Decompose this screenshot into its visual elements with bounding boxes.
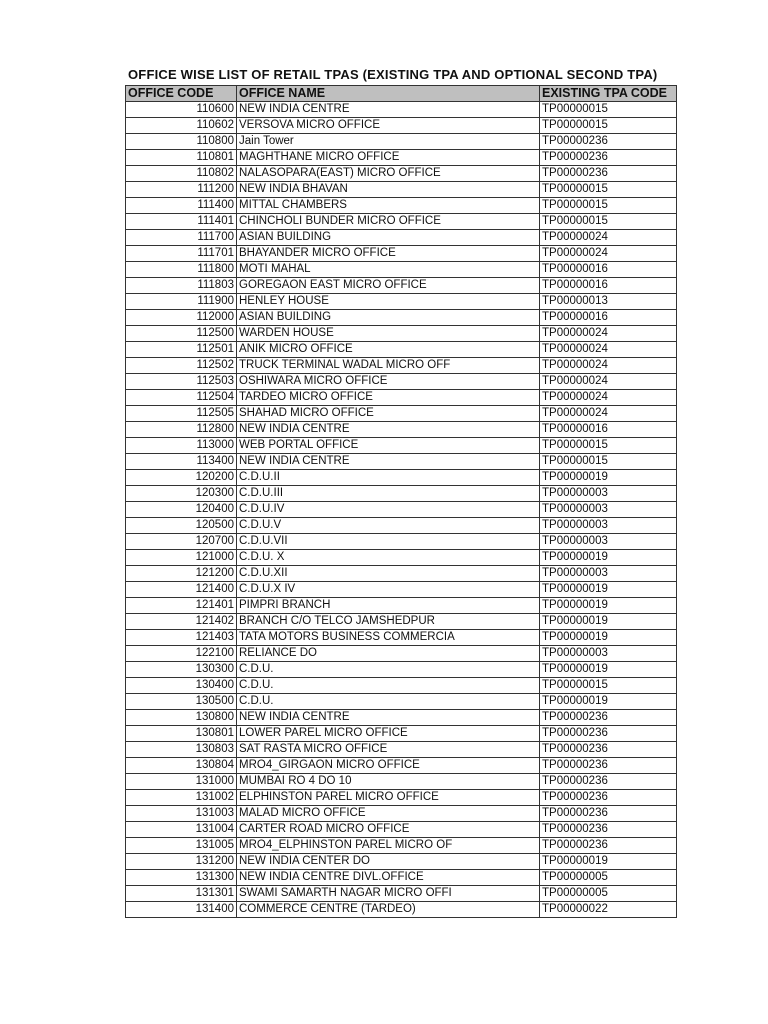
office-code-cell: 121000 xyxy=(126,550,237,566)
table-row xyxy=(126,182,677,198)
office-name-cell: NEW INDIA CENTRE xyxy=(237,454,540,470)
office-code-cell: 112000 xyxy=(126,310,237,326)
office-name-cell: C.D.U.III xyxy=(237,486,540,502)
office-name-cell: GOREGAON EAST MICRO OFFICE xyxy=(237,278,540,294)
tpa-code-cell: TP00000236 xyxy=(540,822,677,838)
table-row xyxy=(126,438,677,454)
table-row xyxy=(126,870,677,886)
table-row xyxy=(126,550,677,566)
office-name-cell: C.D.U.IV xyxy=(237,502,540,518)
office-name-cell: C.D.U.II xyxy=(237,470,540,486)
office-code-cell: 131002 xyxy=(126,790,237,806)
tpa-code-cell: TP00000236 xyxy=(540,806,677,822)
table-row xyxy=(126,214,677,230)
table-row xyxy=(126,726,677,742)
table-row xyxy=(126,566,677,582)
office-code-cell: 112504 xyxy=(126,390,237,406)
tpa-code-cell: TP00000003 xyxy=(540,518,677,534)
tpa-code-cell: TP00000015 xyxy=(540,198,677,214)
tpa-code-cell: TP00000024 xyxy=(540,342,677,358)
tpa-code-cell: TP00000022 xyxy=(540,902,677,918)
tpa-code-cell: TP00000015 xyxy=(540,438,677,454)
table-row xyxy=(126,486,677,502)
table-row xyxy=(126,822,677,838)
table-row xyxy=(126,678,677,694)
tpa-code-cell: TP00000236 xyxy=(540,134,677,150)
office-code-cell: 110602 xyxy=(126,118,237,134)
tpa-code-cell: TP00000019 xyxy=(540,854,677,870)
office-name-cell: SHAHAD MICRO OFFICE xyxy=(237,406,540,422)
column-header-existing-tpa-code: EXISTING TPA CODE xyxy=(540,86,677,102)
office-name-cell: VERSOVA MICRO OFFICE xyxy=(237,118,540,134)
office-name-cell: C.D.U.XII xyxy=(237,566,540,582)
office-code-cell: 110802 xyxy=(126,166,237,182)
table-row xyxy=(126,854,677,870)
tpa-code-cell: TP00000003 xyxy=(540,534,677,550)
office-name-cell: NEW INDIA CENTRE xyxy=(237,422,540,438)
office-name-cell: C.D.U. xyxy=(237,678,540,694)
office-code-cell: 121403 xyxy=(126,630,237,646)
office-code-cell: 120200 xyxy=(126,470,237,486)
office-code-cell: 120300 xyxy=(126,486,237,502)
table-row xyxy=(126,310,677,326)
tpa-code-cell: TP00000016 xyxy=(540,262,677,278)
office-code-cell: 110800 xyxy=(126,134,237,150)
tpa-code-cell: TP00000005 xyxy=(540,870,677,886)
column-header-office-name: OFFICE NAME xyxy=(237,86,540,102)
office-code-cell: 131301 xyxy=(126,886,237,902)
table-row xyxy=(126,614,677,630)
tpa-code-cell: TP00000016 xyxy=(540,278,677,294)
tpa-code-cell: TP00000015 xyxy=(540,118,677,134)
office-name-cell: TATA MOTORS BUSINESS COMMERCIA xyxy=(237,630,540,646)
table-row xyxy=(126,134,677,150)
tpa-code-cell: TP00000236 xyxy=(540,758,677,774)
table-row xyxy=(126,774,677,790)
table-row xyxy=(126,390,677,406)
office-name-cell: ANIK MICRO OFFICE xyxy=(237,342,540,358)
office-name-cell: C.D.U. xyxy=(237,662,540,678)
tpa-code-cell: TP00000236 xyxy=(540,742,677,758)
table-row xyxy=(126,422,677,438)
office-name-cell: MOTI MAHAL xyxy=(237,262,540,278)
tpa-code-cell: TP00000016 xyxy=(540,422,677,438)
office-name-cell: PIMPRI BRANCH xyxy=(237,598,540,614)
tpa-code-cell: TP00000024 xyxy=(540,358,677,374)
table-row xyxy=(126,790,677,806)
tpa-table xyxy=(125,85,677,918)
tpa-code-cell: TP00000015 xyxy=(540,214,677,230)
office-code-cell: 130400 xyxy=(126,678,237,694)
tpa-code-cell: TP00000003 xyxy=(540,646,677,662)
tpa-code-cell: TP00000003 xyxy=(540,566,677,582)
office-code-cell: 111803 xyxy=(126,278,237,294)
office-code-cell: 130804 xyxy=(126,758,237,774)
page-title: OFFICE WISE LIST OF RETAIL TPAS (EXISTING TPA AND OPTIONAL SECOND TPA) xyxy=(128,67,658,82)
tpa-code-cell: TP00000013 xyxy=(540,294,677,310)
table-row xyxy=(126,902,677,918)
office-code-cell: 113400 xyxy=(126,454,237,470)
office-name-cell: NALASOPARA(EAST) MICRO OFFICE xyxy=(237,166,540,182)
office-code-cell: 112502 xyxy=(126,358,237,374)
office-name-cell: NEW INDIA CENTRE xyxy=(237,710,540,726)
tpa-code-cell: TP00000019 xyxy=(540,662,677,678)
office-name-cell: C.D.U.VII xyxy=(237,534,540,550)
office-code-cell: 112800 xyxy=(126,422,237,438)
table-row xyxy=(126,454,677,470)
tpa-code-cell: TP00000024 xyxy=(540,374,677,390)
office-code-cell: 111400 xyxy=(126,198,237,214)
table-row xyxy=(126,166,677,182)
table-row xyxy=(126,806,677,822)
office-code-cell: 111701 xyxy=(126,246,237,262)
table-row xyxy=(126,358,677,374)
table-row xyxy=(126,838,677,854)
office-name-cell: SAT RASTA MICRO OFFICE xyxy=(237,742,540,758)
office-code-cell: 130300 xyxy=(126,662,237,678)
table-row xyxy=(126,534,677,550)
table-row xyxy=(126,150,677,166)
office-code-cell: 113000 xyxy=(126,438,237,454)
office-name-cell: ELPHINSTON PAREL MICRO OFFICE xyxy=(237,790,540,806)
office-name-cell: MALAD MICRO OFFICE xyxy=(237,806,540,822)
office-code-cell: 121400 xyxy=(126,582,237,598)
tpa-code-cell: TP00000016 xyxy=(540,310,677,326)
office-code-cell: 120400 xyxy=(126,502,237,518)
tpa-code-cell: TP00000236 xyxy=(540,166,677,182)
office-name-cell: LOWER PAREL MICRO OFFICE xyxy=(237,726,540,742)
office-name-cell: C.D.U.V xyxy=(237,518,540,534)
office-code-cell: 120500 xyxy=(126,518,237,534)
table-row xyxy=(126,262,677,278)
table-row xyxy=(126,278,677,294)
office-name-cell: NEW INDIA CENTRE xyxy=(237,102,540,118)
table-row xyxy=(126,598,677,614)
tpa-code-cell: TP00000236 xyxy=(540,150,677,166)
tpa-code-cell: TP00000019 xyxy=(540,470,677,486)
office-code-cell: 131004 xyxy=(126,822,237,838)
tpa-code-cell: TP00000019 xyxy=(540,598,677,614)
office-name-cell: MRO4_ELPHINSTON PAREL MICRO OF xyxy=(237,838,540,854)
tpa-code-cell: TP00000024 xyxy=(540,406,677,422)
table-row xyxy=(126,102,677,118)
office-name-cell: ASIAN BUILDING xyxy=(237,230,540,246)
office-name-cell: WARDEN HOUSE xyxy=(237,326,540,342)
office-code-cell: 111700 xyxy=(126,230,237,246)
tpa-code-cell: TP00000015 xyxy=(540,182,677,198)
office-name-cell: WEB PORTAL OFFICE xyxy=(237,438,540,454)
office-name-cell: NEW INDIA BHAVAN xyxy=(237,182,540,198)
table-row xyxy=(126,230,677,246)
office-code-cell: 111800 xyxy=(126,262,237,278)
tpa-code-cell: TP00000015 xyxy=(540,102,677,118)
office-code-cell: 131400 xyxy=(126,902,237,918)
office-name-cell: CHINCHOLI BUNDER MICRO OFFICE xyxy=(237,214,540,230)
office-name-cell: NEW INDIA CENTRE DIVL.OFFICE xyxy=(237,870,540,886)
tpa-code-cell: TP00000019 xyxy=(540,582,677,598)
office-name-cell: RELIANCE DO xyxy=(237,646,540,662)
table-row xyxy=(126,518,677,534)
table-row xyxy=(126,502,677,518)
office-code-cell: 112500 xyxy=(126,326,237,342)
office-name-cell: MAGHTHANE MICRO OFFICE xyxy=(237,150,540,166)
table-row xyxy=(126,582,677,598)
office-code-cell: 111401 xyxy=(126,214,237,230)
table-body xyxy=(126,102,677,918)
table-row xyxy=(126,694,677,710)
table-header xyxy=(126,86,677,102)
office-code-cell: 111200 xyxy=(126,182,237,198)
table-row xyxy=(126,630,677,646)
tpa-code-cell: TP00000005 xyxy=(540,886,677,902)
office-code-cell: 122100 xyxy=(126,646,237,662)
office-code-cell: 121401 xyxy=(126,598,237,614)
office-name-cell: C.D.U.X IV xyxy=(237,582,540,598)
office-code-cell: 130500 xyxy=(126,694,237,710)
table-row xyxy=(126,406,677,422)
table-row xyxy=(126,710,677,726)
office-code-cell: 112505 xyxy=(126,406,237,422)
table-row xyxy=(126,246,677,262)
office-name-cell: HENLEY HOUSE xyxy=(237,294,540,310)
office-code-cell: 110801 xyxy=(126,150,237,166)
office-name-cell: MUMBAI RO 4 DO 10 xyxy=(237,774,540,790)
office-code-cell: 131300 xyxy=(126,870,237,886)
office-name-cell: BHAYANDER MICRO OFFICE xyxy=(237,246,540,262)
office-code-cell: 131005 xyxy=(126,838,237,854)
office-name-cell: COMMERCE CENTRE (TARDEO) xyxy=(237,902,540,918)
office-code-cell: 110600 xyxy=(126,102,237,118)
office-code-cell: 130801 xyxy=(126,726,237,742)
office-code-cell: 131003 xyxy=(126,806,237,822)
header-row xyxy=(126,86,677,102)
office-name-cell: ASIAN BUILDING xyxy=(237,310,540,326)
table-row xyxy=(126,342,677,358)
office-code-cell: 120700 xyxy=(126,534,237,550)
tpa-code-cell: TP00000236 xyxy=(540,726,677,742)
office-name-cell: C.D.U. X xyxy=(237,550,540,566)
tpa-code-cell: TP00000003 xyxy=(540,486,677,502)
table-row xyxy=(126,326,677,342)
office-code-cell: 112503 xyxy=(126,374,237,390)
office-code-cell: 131200 xyxy=(126,854,237,870)
column-header-office-code: OFFICE CODE xyxy=(126,86,237,102)
office-name-cell: BRANCH C/O TELCO JAMSHEDPUR xyxy=(237,614,540,630)
tpa-code-cell: TP00000015 xyxy=(540,678,677,694)
office-code-cell: 111900 xyxy=(126,294,237,310)
office-name-cell: TRUCK TERMINAL WADAL MICRO OFF xyxy=(237,358,540,374)
office-name-cell: OSHIWARA MICRO OFFICE xyxy=(237,374,540,390)
office-code-cell: 121402 xyxy=(126,614,237,630)
office-name-cell: MITTAL CHAMBERS xyxy=(237,198,540,214)
table-row xyxy=(126,662,677,678)
office-code-cell: 121200 xyxy=(126,566,237,582)
tpa-code-cell: TP00000019 xyxy=(540,550,677,566)
table-row xyxy=(126,294,677,310)
office-name-cell: C.D.U. xyxy=(237,694,540,710)
table-row xyxy=(126,374,677,390)
tpa-code-cell: TP00000019 xyxy=(540,694,677,710)
tpa-code-cell: TP00000236 xyxy=(540,790,677,806)
table-row xyxy=(126,742,677,758)
tpa-code-cell: TP00000019 xyxy=(540,614,677,630)
tpa-code-cell: TP00000015 xyxy=(540,454,677,470)
office-code-cell: 130800 xyxy=(126,710,237,726)
table-row xyxy=(126,118,677,134)
office-name-cell: SWAMI SAMARTH NAGAR MICRO OFFI xyxy=(237,886,540,902)
tpa-code-cell: TP00000236 xyxy=(540,774,677,790)
tpa-code-cell: TP00000024 xyxy=(540,390,677,406)
tpa-code-cell: TP00000236 xyxy=(540,838,677,854)
office-code-cell: 112501 xyxy=(126,342,237,358)
office-name-cell: TARDEO MICRO OFFICE xyxy=(237,390,540,406)
tpa-code-cell: TP00000019 xyxy=(540,630,677,646)
office-name-cell: Jain Tower xyxy=(237,134,540,150)
office-name-cell: MRO4_GIRGAON MICRO OFFICE xyxy=(237,758,540,774)
tpa-code-cell: TP00000024 xyxy=(540,326,677,342)
tpa-code-cell: TP00000003 xyxy=(540,502,677,518)
office-code-cell: 130803 xyxy=(126,742,237,758)
table-row xyxy=(126,646,677,662)
office-name-cell: NEW INDIA CENTER DO xyxy=(237,854,540,870)
table-row xyxy=(126,886,677,902)
tpa-code-cell: TP00000236 xyxy=(540,710,677,726)
table-row xyxy=(126,198,677,214)
table-row xyxy=(126,758,677,774)
table-row xyxy=(126,470,677,486)
office-name-cell: CARTER ROAD MICRO OFFICE xyxy=(237,822,540,838)
tpa-code-cell: TP00000024 xyxy=(540,230,677,246)
office-code-cell: 131000 xyxy=(126,774,237,790)
tpa-code-cell: TP00000024 xyxy=(540,246,677,262)
